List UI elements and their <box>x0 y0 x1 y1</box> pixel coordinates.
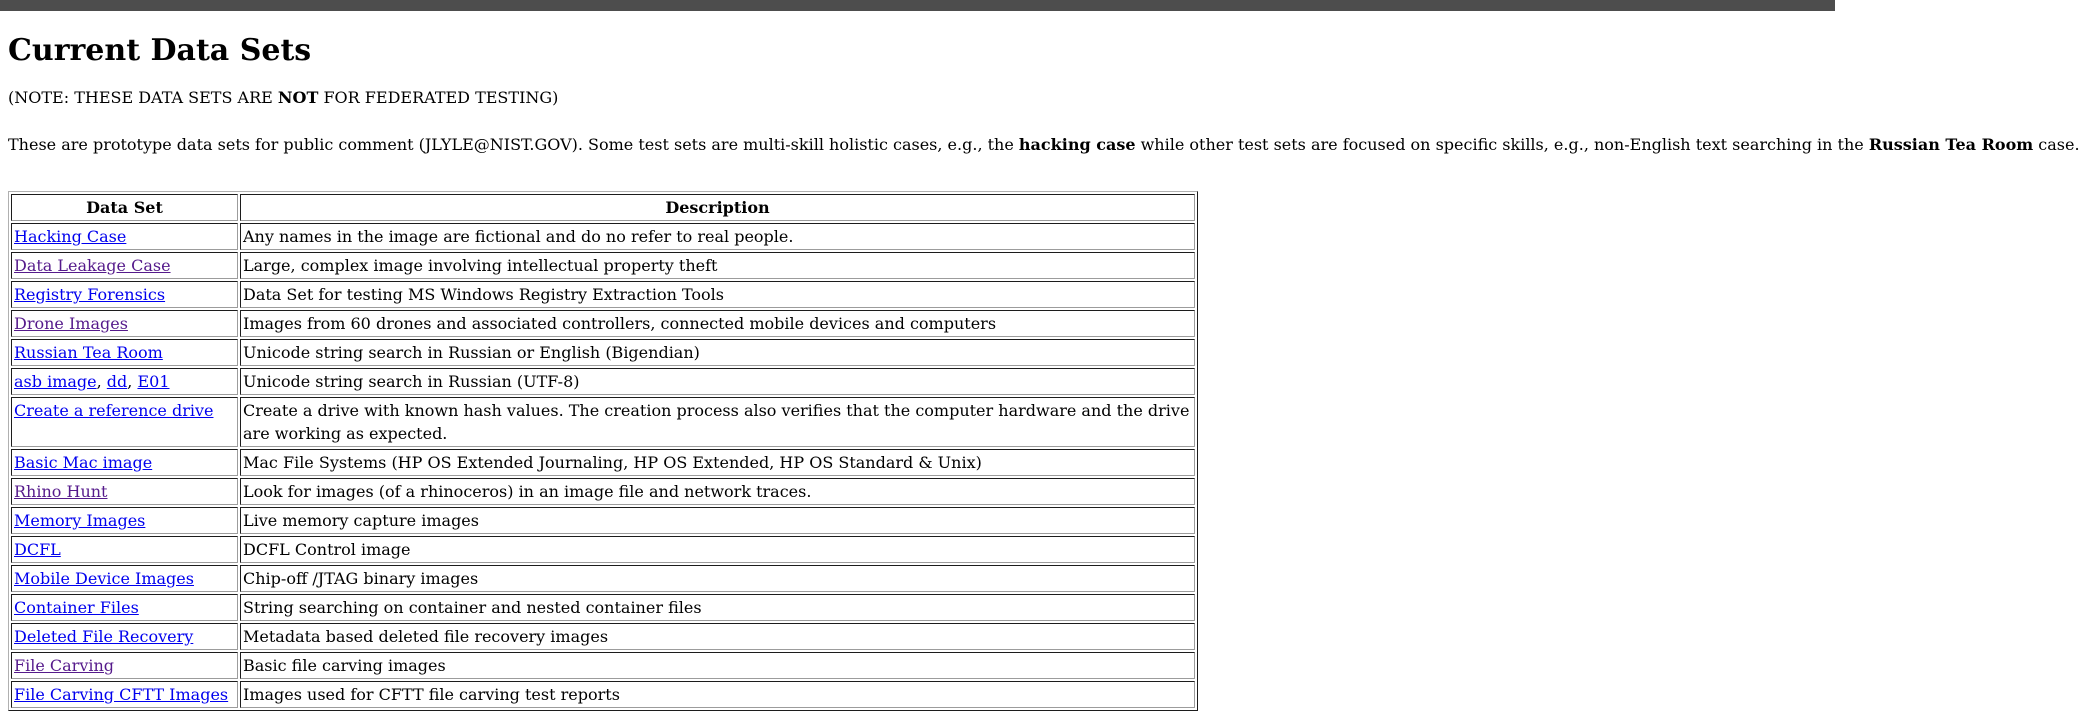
description-cell: Metadata based deleted file recovery images <box>240 623 1195 650</box>
dataset-link[interactable]: Rhino Hunt <box>14 482 108 501</box>
browser-chrome-bar <box>0 0 1835 11</box>
dataset-link[interactable]: Mobile Device Images <box>14 569 194 588</box>
description-cell: Large, complex image involving intellectual property theft <box>240 252 1195 279</box>
description-cell: Create a drive with known hash values. The creation process also verifies that the computer hardware and the drive are working as expected. <box>240 397 1195 447</box>
dataset-cell <box>11 252 238 279</box>
dataset-link[interactable]: asb image <box>14 372 97 391</box>
intro-bold-russian-tea-room: Russian Tea Room <box>1868 135 2034 154</box>
description-cell: String searching on container and nested container files <box>240 594 1195 621</box>
dataset-cell <box>11 478 238 505</box>
dataset-cell <box>11 623 238 650</box>
note-prefix: (NOTE: THESE DATA SETS ARE <box>8 88 278 107</box>
description-cell: Images used for CFTT file carving test reports <box>240 681 1195 708</box>
description-cell: Unicode string search in Russian or English (Bigendian) <box>240 339 1195 366</box>
description-cell: Chip-off /JTAG binary images <box>240 565 1195 592</box>
dataset-cell <box>11 449 238 476</box>
dataset-cell <box>11 281 238 308</box>
dataset-cell: asb image, dd, E01 <box>11 368 238 395</box>
table-row <box>11 681 1195 708</box>
table-row <box>11 252 1195 279</box>
dataset-cell <box>11 565 238 592</box>
table-row <box>11 565 1195 592</box>
table-row <box>11 223 1195 250</box>
dataset-link[interactable]: Memory Images <box>14 511 146 530</box>
intro-part3: case. <box>2033 135 2080 154</box>
table-row <box>11 281 1195 308</box>
intro-bold-hacking-case: hacking case <box>1018 135 1136 154</box>
description-cell: Images from 60 drones and associated controllers, connected mobile devices and computers <box>240 310 1195 337</box>
dataset-cell <box>11 652 238 679</box>
dataset-cell <box>11 594 238 621</box>
description-cell: Any names in the image are fictional and do no refer to real people. <box>240 223 1195 250</box>
dataset-link[interactable]: Data Leakage Case <box>14 256 171 275</box>
dataset-cell <box>11 536 238 563</box>
column-header-data-set: Data Set <box>11 194 238 221</box>
description-cell: Mac File Systems (HP OS Extended Journaling, HP OS Extended, HP OS Standard & Unix) <box>240 449 1195 476</box>
table-row <box>11 310 1195 337</box>
table-row <box>11 478 1195 505</box>
dataset-cell <box>11 223 238 250</box>
description-cell: Look for images (of a rhinoceros) in an image file and network traces. <box>240 478 1195 505</box>
intro-part2: while other test sets are focused on specific skills, e.g., non-English text searching in the <box>1135 135 1869 154</box>
page-title: Current Data Sets <box>8 33 312 68</box>
intro-part1: These are prototype data sets for public comment (JLYLE@NIST.GOV). Some test sets are multi-skill holistic cases, e.g., the <box>8 135 1019 154</box>
description-cell: Live memory capture images <box>240 507 1195 534</box>
column-header-description: Description <box>240 194 1195 221</box>
note-suffix: FOR FEDERATED TESTING) <box>318 88 559 107</box>
description-cell: Basic file carving images <box>240 652 1195 679</box>
page-content <box>0 33 2080 711</box>
dataset-cell <box>11 507 238 534</box>
description-cell: Data Set for testing MS Windows Registry Extraction Tools <box>240 281 1195 308</box>
dataset-link[interactable]: Basic Mac image <box>14 453 153 472</box>
table-header-row <box>11 194 1195 221</box>
datasets-table-body <box>11 223 1195 708</box>
dataset-link[interactable]: Russian Tea Room <box>14 343 163 362</box>
table-row <box>11 594 1195 621</box>
table-row <box>11 368 1195 395</box>
description-cell: Unicode string search in Russian (UTF-8) <box>240 368 1195 395</box>
dataset-link[interactable]: DCFL <box>14 540 61 559</box>
dataset-link[interactable]: Registry Forensics <box>14 285 166 304</box>
dataset-cell <box>11 310 238 337</box>
intro-text <box>8 135 2080 154</box>
table-row <box>11 536 1195 563</box>
dataset-link[interactable]: Create a reference drive <box>14 401 214 420</box>
dataset-link[interactable]: Deleted File Recovery <box>14 627 194 646</box>
dataset-link[interactable]: Drone Images <box>14 314 128 333</box>
note-bold: NOT <box>277 88 319 107</box>
table-row <box>11 449 1195 476</box>
datasets-table <box>8 191 1198 711</box>
dataset-link[interactable]: File Carving <box>14 656 115 675</box>
dataset-cell <box>11 681 238 708</box>
dataset-link[interactable]: dd <box>106 372 128 391</box>
dataset-cell <box>11 397 238 447</box>
note-text <box>8 88 1827 107</box>
table-row <box>11 623 1195 650</box>
dataset-link[interactable]: File Carving CFTT Images <box>14 685 229 704</box>
dataset-link[interactable]: E01 <box>137 372 170 391</box>
table-row <box>11 397 1195 447</box>
table-row <box>11 507 1195 534</box>
dataset-cell <box>11 339 238 366</box>
dataset-link[interactable]: Container Files <box>14 598 139 617</box>
dataset-link[interactable]: Hacking Case <box>14 227 127 246</box>
description-cell: DCFL Control image <box>240 536 1195 563</box>
table-row <box>11 652 1195 679</box>
table-row <box>11 339 1195 366</box>
